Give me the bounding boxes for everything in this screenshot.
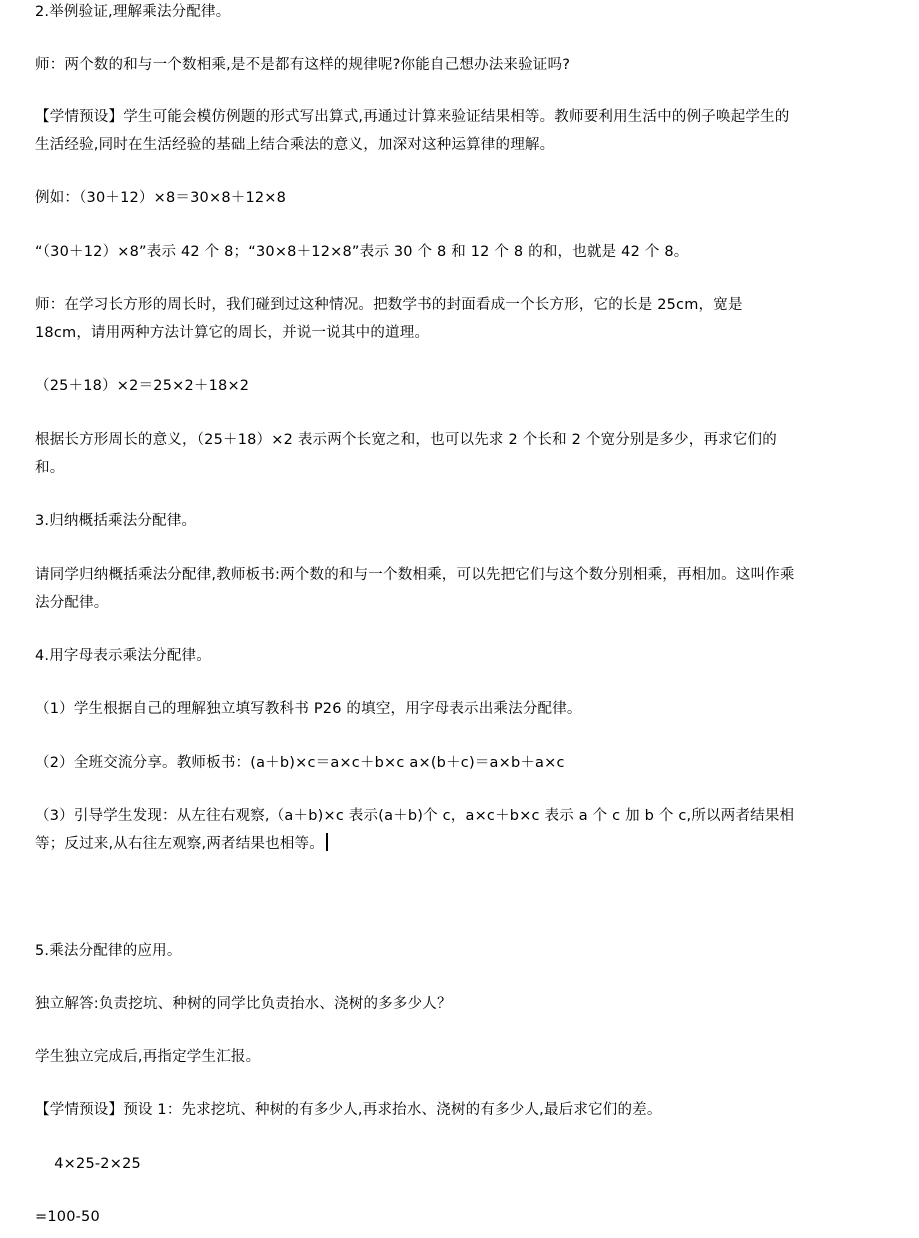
- perimeter-equation: （25＋18）×2＝25×2＋18×2: [35, 378, 250, 394]
- section-heading-2: 2.举例验证,理解乘法分配律。: [35, 4, 231, 20]
- step-3-paragraph[interactable]: [35, 802, 795, 858]
- preset-1-paragraph: 【学情预设】预设 1：先求挖坑、种树的有多少人,再求抬水、浇树的有多少人,最后求它们的差。: [35, 1102, 662, 1118]
- section-heading-3: 3.归纳概括乘法分配律。: [35, 513, 197, 529]
- step-2-paragraph: （2）全班交流分享。教师板书：(a＋b)×c＝a×c＋b×c a×(b＋c)＝a×b＋a×c: [35, 755, 565, 771]
- example-equation: 例如：（30＋12）×8＝30×8＋12×8: [35, 190, 287, 206]
- independent-solve-paragraph: 独立解答:负责挖坑、种树的同学比负责抬水、浇树的多多少人？: [35, 996, 452, 1012]
- section-heading-5: 5.乘法分配律的应用。: [35, 943, 182, 959]
- step-1-paragraph: （1）学生根据自己的理解独立填写教科书 P26 的填空，用字母表示出乘法分配律。: [35, 701, 582, 717]
- teacher-question: 师：两个数的和与一个数相乘,是不是都有这样的规律呢?你能自己想办法来验证吗?: [35, 57, 571, 73]
- teacher-perimeter-paragraph: 师：在学习长方形的周长时，我们碰到过这种情况。把数学书的封面看成一个长方形，它的长是 25cm，宽是 18cm，请用两种方法计算它的周长，并说一说其中的道理。: [35, 297, 748, 341]
- perimeter-explanation: 根据长方形周长的意义，（25＋18）×2 表示两个长宽之和，也可以先求 2 个长和 2 个宽分别是多少，再求它们的和。: [35, 432, 777, 476]
- summary-paragraph: 请同学归纳概括乘法分配律,教师板书:两个数的和与一个数相乘，可以先把它们与这个数分别相乘，再相加。这叫作乘法分配律。: [35, 567, 795, 611]
- example-explanation: “（30＋12）×8”表示 42 个 8；“30×8＋12×8”表示 30 个 8 和 12 个 8 的和，也就是 42 个 8。: [35, 244, 689, 260]
- step-3-text: （3）引导学生发现：从左往右观察,（a＋b)×c 表示(a＋b)个 c，a×c＋b×c 表示 a 个 c 加 b 个 c,所以两者结果相等；反过来,从右往左观察,两者结果也相等。: [35, 808, 795, 852]
- text-cursor: [326, 833, 328, 851]
- learning-preset-paragraph: 【学情预设】学生可能会模仿例题的形式写出算式,再通过计算来验证结果相等。教师要利用生活中的例子唤起学生的生活经验,同时在生活经验的基础上结合乘法的意义，加深对这种运算律的理解。: [35, 109, 790, 153]
- calc-line-1: 4×25-2×25: [35, 1156, 141, 1172]
- calc-line-2: =100-50: [35, 1209, 100, 1225]
- section-heading-4: 4.用字母表示乘法分配律。: [35, 648, 211, 664]
- report-paragraph: 学生独立完成后,再指定学生汇报。: [35, 1049, 261, 1065]
